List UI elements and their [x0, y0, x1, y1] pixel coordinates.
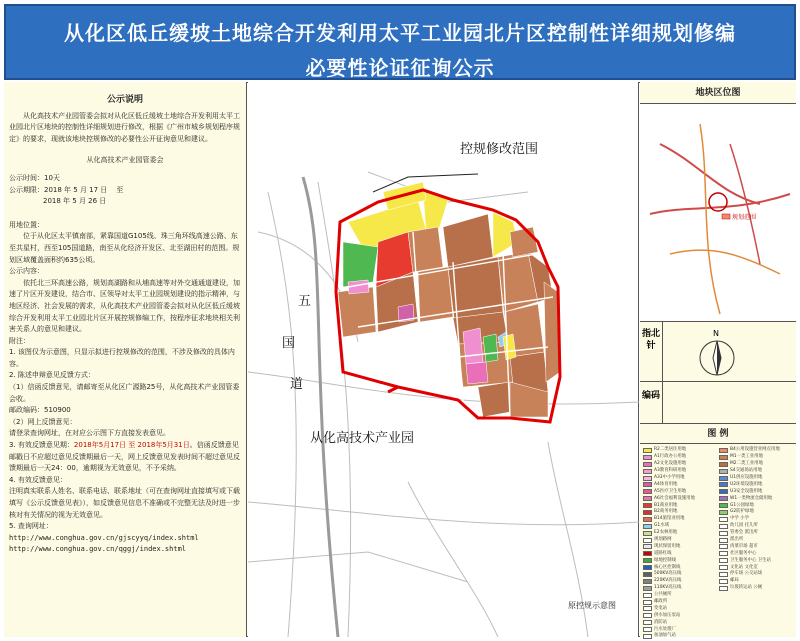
- location-map: [640, 104, 796, 322]
- legend-swatch: [643, 462, 652, 467]
- legend-item: [643, 509, 717, 516]
- legend-item: [719, 502, 793, 509]
- legend-label: S4交通场站用地: [730, 468, 762, 474]
- legend-label: 规划路网: [654, 537, 672, 543]
- legend-item: [643, 468, 717, 475]
- legend-swatch: [643, 496, 652, 501]
- legend-label: M2二类工业用地: [730, 461, 763, 467]
- period-start: 2018 年 5 月 17 日: [44, 185, 108, 194]
- legend-label: U1供应设施用地: [730, 475, 763, 480]
- legend-swatch: [719, 462, 728, 467]
- legend-label: 现状保留用地: [654, 543, 681, 549]
- legend-item: [643, 571, 717, 578]
- north-letter: N: [713, 329, 719, 338]
- legend-swatch: [719, 469, 728, 474]
- appendix-4: 4. 有效反馈意见：: [9, 475, 67, 484]
- legend-label: M1一类工业用地: [730, 454, 763, 460]
- legend-label: 邮局: [730, 578, 739, 584]
- query-url-2[interactable]: http://www.conghua.gov.cn/qggj/index.shtml: [9, 545, 187, 554]
- legend-label: R2二类居住用地: [654, 447, 687, 453]
- legend-item: [643, 475, 717, 482]
- legend-label: E2农林用地: [654, 530, 678, 536]
- location-label: 用地位置：: [9, 220, 44, 229]
- legend-swatch: [719, 489, 728, 494]
- legend-item: [719, 564, 793, 571]
- location-map-graphic: [640, 104, 796, 322]
- notice-panel: [4, 82, 247, 637]
- legend-item: [643, 633, 717, 640]
- legend-item: [719, 537, 793, 544]
- plan-map-graphic: [248, 82, 639, 637]
- legend-item: [643, 447, 717, 454]
- legend-item: [719, 475, 793, 482]
- legend-swatch: [643, 627, 652, 632]
- legend-item: [643, 550, 717, 557]
- legend-item: [643, 619, 717, 626]
- legend-swatch: [643, 448, 652, 453]
- legend-swatch: [643, 579, 652, 584]
- code-row: [640, 382, 796, 424]
- legend-label: A2文化设施用地: [654, 461, 687, 467]
- legend-swatch: [643, 476, 652, 481]
- legend-label: 管委会 派出所: [730, 530, 758, 536]
- legend-label: 绿地控制线: [654, 557, 676, 563]
- legend-swatch: [643, 455, 652, 460]
- legend-item: [643, 599, 717, 606]
- query-url-1[interactable]: http://www.conghua.gov.cn/gjscyyq/index.shtml: [9, 533, 199, 542]
- location-legend-label: 规划范围: [732, 214, 757, 221]
- legend-swatch: [643, 606, 652, 611]
- legend-item: [643, 537, 717, 544]
- legend-swatch: [719, 455, 728, 460]
- legend-item: [719, 461, 793, 468]
- legend-swatch: [719, 496, 728, 501]
- road-char-2: 国: [282, 336, 296, 351]
- period-to: 至: [116, 185, 124, 194]
- legend-swatch: [643, 538, 652, 543]
- legend-item: [643, 502, 717, 509]
- legend-label: B14旅馆业用地: [654, 516, 685, 522]
- legend-swatch: [719, 448, 728, 453]
- background-roads: [248, 172, 639, 637]
- legend-swatch: [643, 620, 652, 625]
- legend-item: [719, 509, 793, 516]
- legend-label: A5医疗卫生用地: [654, 488, 687, 494]
- legend-swatch: [643, 634, 652, 639]
- legend-label: 污水处理厂: [654, 626, 676, 632]
- legend-swatch: [643, 469, 652, 474]
- legend-swatch: [719, 586, 728, 591]
- legend-label: 中学 小学: [730, 516, 749, 522]
- legend-label: A33中小学用地: [654, 475, 685, 480]
- legend-swatch: [643, 593, 652, 598]
- title-line-1: 从化区低丘缓坡土地综合开发利用太平工业园北片区控制性详细规划修编: [64, 21, 736, 45]
- legend-swatch: [643, 600, 652, 605]
- legend-swatch: [643, 551, 652, 556]
- legend-item: [643, 481, 717, 488]
- legend-item: [719, 530, 793, 537]
- legend-item: [719, 578, 793, 585]
- legend-item: [643, 523, 717, 530]
- code-key: 编码: [640, 382, 663, 424]
- legend-label: U2环境设施用地: [730, 481, 763, 487]
- legend-swatch: [643, 517, 652, 522]
- map-caption: 原控规示意图: [568, 601, 616, 610]
- north-key: 指北针: [640, 322, 663, 382]
- legend-swatch: [719, 476, 728, 481]
- appendix-2b: （2）网上反馈意见：: [9, 417, 77, 426]
- appendix-3: [9, 440, 241, 475]
- legend-label: U3安全设施用地: [730, 488, 763, 494]
- location-legend-swatch: [722, 214, 730, 219]
- legend-item: [719, 585, 793, 592]
- notice-intro: 从化高技术产业园管委会拟对从化区低丘缓坡土地综合开发利用太平工业园北片区地块的控制性详细规划进行修改，根据《广州市城乡规划程序规定》的要求，现就该地块控规修改的必要性公开征询意见和建议。: [9, 111, 240, 143]
- legend-item: [719, 543, 793, 550]
- legend-label: 公共厕所: [654, 592, 672, 598]
- legend-item: [643, 605, 717, 612]
- appendix-3-dates: 2018年5月17日 至 2018年5月31日: [73, 441, 190, 450]
- postcode: 邮政编码：510900: [9, 406, 71, 415]
- period-label: 公示期限：: [9, 185, 44, 194]
- legend-swatch: [719, 572, 728, 577]
- legend-swatch: [643, 544, 652, 549]
- boundary-extension: [388, 387, 398, 392]
- legend-item: [643, 585, 717, 592]
- legend-swatch: [719, 565, 728, 570]
- legend-label: B4公用设施营业网点用地: [730, 447, 780, 453]
- legend-item: [719, 516, 793, 523]
- legend-item: [719, 447, 793, 454]
- scope-label: 控规修改范围: [460, 142, 539, 157]
- appendix-3-post: 。信函反馈意见邮戳日不应超过意见反馈期最后一天，网上反馈意见发表时间不超过意见反馈期最后一天24：00，逾期视为无效意见，不予采纳。: [9, 441, 240, 473]
- legend-swatch: [643, 531, 652, 536]
- legend-item: [719, 523, 793, 530]
- legend-item: [643, 612, 717, 619]
- legend-item: [643, 461, 717, 468]
- legend-label: A6社会福利设施用地: [654, 495, 695, 501]
- legend-swatch: [719, 503, 728, 508]
- appendix-1: 1. 该图仅为示意图，只显示拟进行控规修改的范围，不涉及修改的具体内容。: [9, 348, 235, 368]
- legend-swatch: [643, 586, 652, 591]
- location-map-title: 地块区位图: [640, 82, 796, 104]
- legend: [643, 447, 794, 639]
- legend-swatch: [643, 510, 652, 515]
- legend-swatch: [643, 524, 652, 529]
- road-char-1: 五: [298, 294, 312, 309]
- legend-label: 500KV高压线: [654, 571, 682, 577]
- legend-item: [643, 592, 717, 599]
- appendix-2: 2. 陈述申辩意见反馈方式：: [9, 371, 95, 380]
- legend-swatch: [719, 482, 728, 487]
- legend-item: [643, 530, 717, 537]
- legend-column-right: [719, 447, 793, 592]
- legend-label: 供水加压泵站: [654, 612, 681, 618]
- legend-label: G1水域: [654, 523, 669, 529]
- legend-swatch: [719, 517, 728, 522]
- legend-item: [643, 495, 717, 502]
- legend-swatch: [719, 544, 728, 549]
- appendix-5: 5. 查询网址：: [9, 522, 53, 531]
- north-arrow-icon: [698, 339, 736, 377]
- north-row: [640, 322, 796, 382]
- legend-swatch: [643, 565, 652, 570]
- legend-item: [719, 571, 793, 578]
- notice-title: 公示说明: [106, 95, 143, 105]
- legend-label: 邮政所: [654, 599, 668, 605]
- legend-item: [643, 516, 717, 523]
- legend-label: 文化站 文化室: [730, 564, 758, 570]
- legend-item: [719, 550, 793, 557]
- legend-swatch: [719, 524, 728, 529]
- legend-item: [643, 578, 717, 585]
- legend-label: 道路红线: [654, 550, 672, 556]
- legend-swatch: [719, 551, 728, 556]
- legend-swatch: [719, 510, 728, 515]
- legend-label: 社区服务中心: [730, 550, 757, 556]
- legend-label: A4体育用地: [654, 481, 678, 487]
- legend-item: [643, 564, 717, 571]
- legend-swatch: [719, 558, 728, 563]
- period-end: 2018 年 5 月 26 日: [43, 197, 107, 206]
- legend-label: G1公园绿地: [730, 502, 754, 508]
- legend-item: [719, 488, 793, 495]
- legend-swatch: [643, 558, 652, 563]
- legend-item: [643, 454, 717, 461]
- title-banner: [4, 4, 796, 80]
- legend-label: 卫生服务中心 卫生站: [730, 557, 771, 563]
- legend-label: 停车场 公交站场: [730, 571, 763, 577]
- legend-item: [719, 557, 793, 564]
- title-line-2: 必要性论证征询公示: [305, 56, 495, 80]
- content-text: 依托北三环高速公路，规划高湖路和从埔高速等对外交通通道建设，加速了片区开发建设，结合市、区领导对太平工业园规划建设的指示精神，与地区经济、社会发展的需求，从化高技术产业园管委会拟对从化区低丘缓坡综合开发利用太平工业园北片区开展控规修编工作，按程序征求地块相关利害关系人的意见和建议。: [9, 278, 240, 334]
- legend-swatch: [719, 531, 728, 536]
- appendix-4-text: 注明真实联系人姓名、联系电话、联系地址（可在查询网址直接填写或下载填写《公示反馈意见表》），如反馈意见信息不准确或不完整无法及时进一步核对有关情况的视为无效意见。: [9, 487, 240, 519]
- legend-label: B1商业用地: [654, 502, 678, 508]
- legend-label: 变电站: [654, 605, 668, 611]
- legend-swatch: [719, 579, 728, 584]
- appendix-2a: （1）信函反馈意见，请邮寄至从化区广源路25号，从化高技术产业园管委会收。: [9, 383, 240, 403]
- park-label: 从化高技术产业园: [310, 431, 415, 446]
- location-text: 位于从化区太平镇南部，紧靠国道G105线、珠三角环线高速公路、东至共星村，西至105国道路，南至从化经济开发区、北至湖田村的范围。规划区域覆盖面积约635公顷。: [9, 232, 240, 264]
- legend-item: [719, 495, 793, 502]
- legend-swatch: [643, 482, 652, 487]
- appendix-2b-text: 请登录查询网址，在对应公示图下方直接发表意见。: [9, 429, 170, 438]
- legend-swatch: [643, 503, 652, 508]
- legend-title: 图 例: [640, 424, 796, 444]
- legend-item: [643, 543, 717, 550]
- legend-label: 幼儿园 托儿所: [730, 523, 758, 529]
- appendix-label: 附注：: [9, 336, 30, 345]
- legend-label: 加油加气站: [654, 633, 676, 639]
- legend-swatch: [643, 489, 652, 494]
- legend-item: [719, 481, 793, 488]
- legend-swatch: [719, 538, 728, 543]
- legend-label: 垃圾转运站 公厕: [730, 585, 763, 591]
- legend-column-left: [643, 447, 717, 640]
- legend-item: [719, 454, 793, 461]
- legend-label: W1一类物流仓储用地: [730, 495, 773, 501]
- notice-time: [9, 173, 241, 185]
- legend-label: 派出所: [730, 537, 744, 543]
- info-sidebar: [640, 82, 796, 637]
- plan-map: [248, 82, 639, 637]
- legend-item: [643, 488, 717, 495]
- road-char-3: 道: [290, 377, 304, 392]
- legend-item: [643, 626, 717, 633]
- notice-org: 从化高技术产业园管委会: [86, 156, 164, 165]
- legend-item: [719, 468, 793, 475]
- legend-swatch: [643, 613, 652, 618]
- notice-period: [9, 185, 241, 197]
- expressway: [303, 177, 338, 637]
- legend-label: 220KV高压线: [654, 578, 682, 584]
- legend-label: A3教育科研用地: [654, 468, 687, 474]
- appendix-3-pre: 3. 有效反馈意见期：: [9, 441, 74, 450]
- legend-label: B2商务用地: [654, 509, 678, 515]
- legend-label: A1行政办公用地: [654, 454, 687, 460]
- legend-label: G2防护绿地: [730, 509, 754, 515]
- legend-item: [643, 557, 717, 564]
- legend-label: 消防站: [654, 619, 668, 625]
- time-value: 10天: [44, 173, 60, 182]
- time-label: 公示时间：: [9, 173, 44, 182]
- land-use-parcels: [338, 182, 560, 417]
- legend-label: 核心区控制线: [654, 564, 681, 570]
- legend-swatch: [643, 572, 652, 577]
- legend-label: 110KV高压线: [654, 585, 682, 591]
- content-label: 公示内容：: [9, 267, 44, 276]
- legend-label: 肉菜市场 超市: [730, 543, 758, 549]
